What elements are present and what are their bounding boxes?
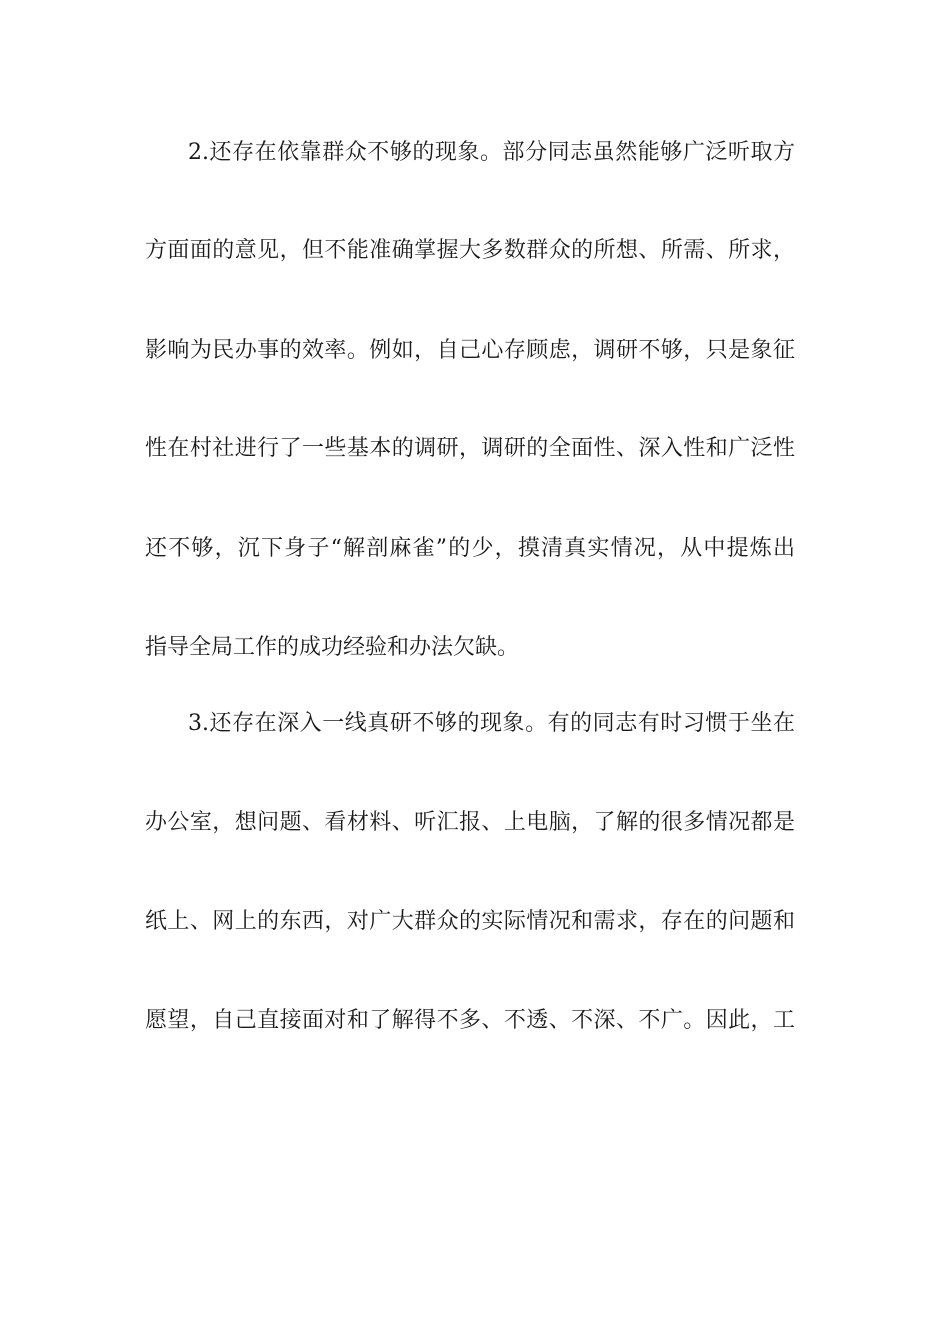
paragraph-2-line-5: 还不够，沉下身子“解剖麻雀”的少，摸清真实情况，从中提炼出 bbox=[145, 536, 795, 561]
paragraph-2-line-1: 2.还存在依靠群众不够的现象。部分同志虽然能够广泛听取方 bbox=[188, 140, 795, 165]
paragraph-3-line-4: 愿望，自己直接面对和了解得不多、不透、不深、不广。因此，工 bbox=[145, 1008, 795, 1033]
paragraph-3-line-1: 3.还存在深入一线真研不够的现象。有的同志有时习惯于坐在 bbox=[188, 711, 795, 736]
paragraph-2-line-6: 指导全局工作的成功经验和办法欠缺。 bbox=[145, 635, 520, 660]
paragraph-2-line-3: 影响为民办事的效率。例如，自己心存顾虑，调研不够，只是象征 bbox=[145, 338, 795, 363]
paragraph-2-line-2: 方面面的意见，但不能准确掌握大多数群众的所想、所需、所求， bbox=[145, 238, 795, 263]
paragraph-2-line-4: 性在村社进行了一些基本的调研，调研的全面性、深入性和广泛性 bbox=[145, 436, 795, 461]
paragraph-3-line-3: 纸上、网上的东西，对广大群众的实际情况和需求，存在的问题和 bbox=[145, 909, 795, 934]
paragraph-3-line-2: 办公室，想问题、看材料、听汇报、上电脑，了解的很多情况都是 bbox=[145, 810, 795, 835]
